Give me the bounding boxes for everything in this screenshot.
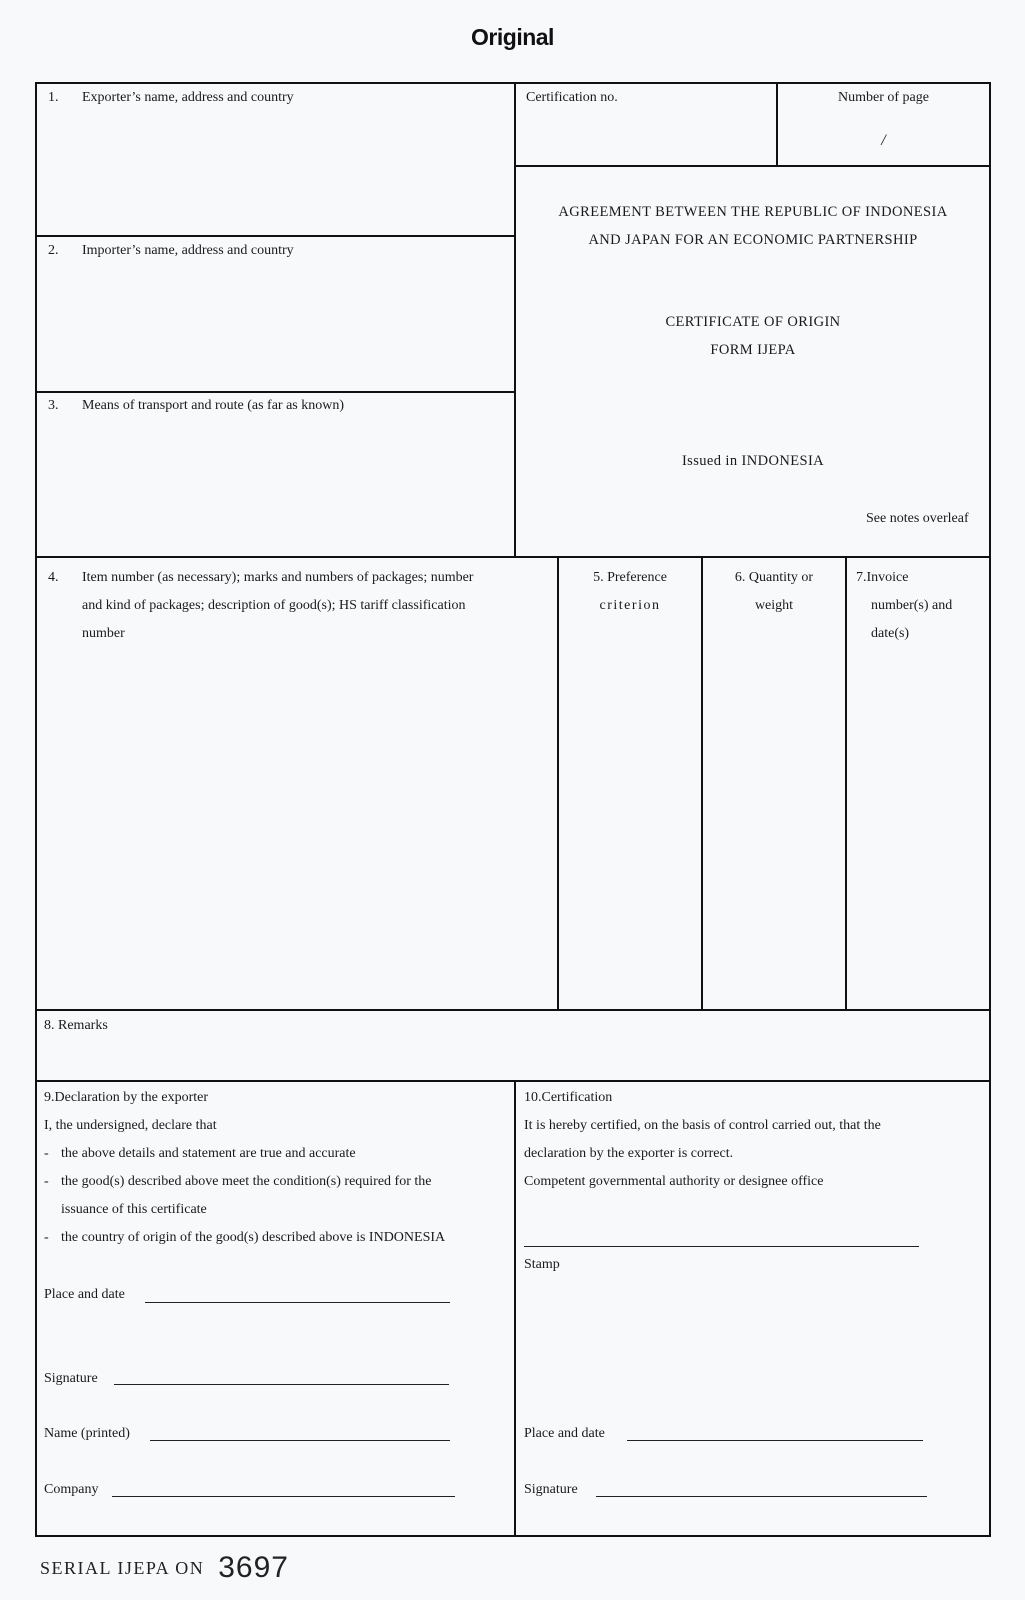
serial-value: 3697 [218,1551,289,1584]
exporter-name-label: Name (printed) [44,1426,130,1441]
remarks-label: 8. Remarks [44,1018,108,1033]
remarks-box[interactable] [37,1011,989,1080]
stamp-label: Stamp [524,1257,560,1272]
frame-bottom [35,1535,991,1537]
preference-criterion-column[interactable] [559,558,701,1009]
number-of-page-label: Number of page [838,90,929,105]
exporter-label: 1. Exporter’s name, address and country [48,90,294,105]
certificate-title: CERTIFICATE OF ORIGIN [665,314,841,330]
authority-place-date-label: Place and date [524,1426,605,1441]
exporter-signature-label: Signature [44,1371,98,1386]
see-notes-overleaf: See notes overleaf [866,511,969,526]
transport-route-box[interactable] [37,393,514,556]
declaration-title: 9.Declaration by the exporter [44,1090,209,1105]
certification-no-label: Certification no. [526,90,618,105]
goods-col7-header: 7.Invoice number(s) and date(s) [856,570,953,641]
stamp-field[interactable] [524,1246,919,1247]
exporter-place-date-label: Place and date [44,1287,125,1302]
remarks-bottom-line [35,1080,991,1082]
agreement-line-1: AGREEMENT BETWEEN THE REPUBLIC OF INDONESIA [558,204,948,220]
declaration-item-1: - the above details and statement are true and accurate [44,1146,356,1161]
importer-label: 2. Importer’s name, address and country [48,243,294,258]
goods-col4-header: 4. Item number (as necessary); marks and numbers of packages; number and kind of packages; description of good(s); HS tariff classification number [48,570,474,641]
number-of-page-value: / [881,132,886,149]
serial-number [40,1548,289,1582]
certno-bottom-line [514,165,991,167]
importer-box[interactable] [37,237,514,391]
declaration-item-2-cont: issuance of this certificate [61,1202,207,1217]
exporter-name-field[interactable] [150,1440,450,1441]
authority-signature-label: Signature [524,1482,578,1497]
authority-signature-field[interactable] [596,1496,927,1497]
frame-right [989,82,991,1537]
declaration-item-3: - the country of origin of the good(s) described above is INDONESIA [44,1230,446,1245]
certification-title: 10.Certification [524,1090,613,1105]
exporter-signature-field[interactable] [114,1384,449,1385]
agreement-line-2: AND JAPAN FOR AN ECONOMIC PARTNERSHIP [588,232,918,248]
goods-col5-header: 5. Preference criterion [593,570,667,613]
exporter-company-label: Company [44,1482,99,1497]
quantity-weight-column[interactable] [703,558,845,1009]
document-title: Original [471,24,554,50]
exporter-place-date-field[interactable] [145,1302,450,1303]
certification-line-2: declaration by the exporter is correct. [524,1146,734,1161]
certification-line-3: Competent governmental authority or designee office [524,1174,824,1189]
form-name: FORM IJEPA [710,342,796,358]
certification-line-1: It is hereby certified, on the basis of control carried out, that the [524,1118,881,1133]
issued-in: Issued in INDONESIA [681,453,825,469]
exporter-company-field[interactable] [112,1496,455,1497]
transport-route-label: 3. Means of transport and route (as far as known) [48,398,345,413]
decl-cert-divider [514,1080,516,1536]
authority-place-date-field[interactable] [627,1440,923,1441]
declaration-item-2: - the good(s) described above meet the condition(s) required for the [44,1174,432,1189]
goods-col6-header: 6. Quantity or weight [734,570,814,613]
declaration-intro: I, the undersigned, declare that [44,1118,217,1133]
serial-label: SERIAL IJEPA ON [40,1558,205,1578]
